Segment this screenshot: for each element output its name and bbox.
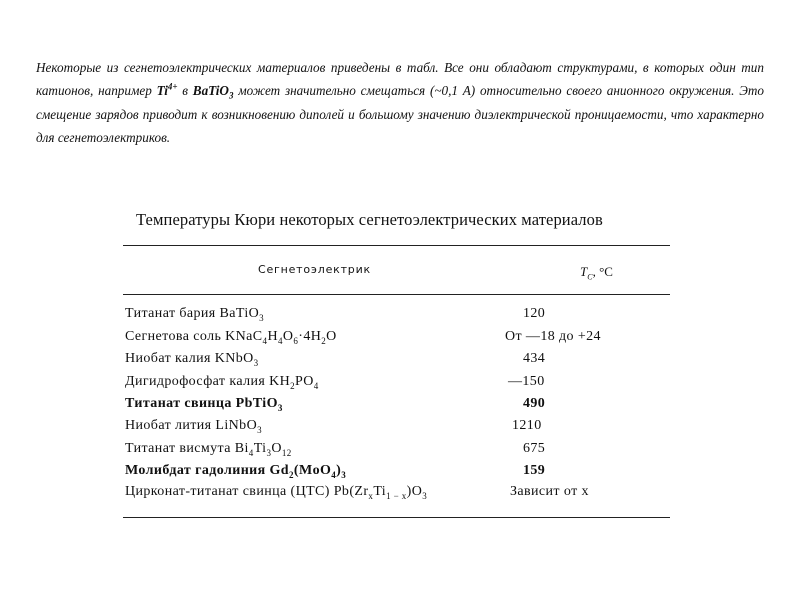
curie-temperature: 120	[523, 306, 546, 321]
intro-text-3: может значительно смещаться (~0,1 A) относительно своего анионного окружения. Это смещение зарядов приводит к возникновению диполей и большому значению диэлектрической проницаемости, что характерно для сегнетоэлектриков.	[36, 83, 764, 146]
material-name: Дигидрофосфат калия $KH_2PO_4$	[125, 374, 319, 391]
material-name: Цирконат-титанат свинца (ЦТС) $Pb(Zr_xTi_{1 - x})O_3$	[125, 484, 428, 501]
table-caption: Температуры Кюри некоторых сегнетоэлектрических материалов	[136, 210, 603, 229]
curie-temperature: 490	[523, 396, 546, 411]
material-name: Ниобат лития LiNbO$_3$	[125, 418, 262, 435]
table-row	[125, 463, 685, 485]
material-name: Титанат бария BaTiO$_3$	[125, 306, 265, 323]
material-name: Сегнетова соль $KNaC_4H_4O_6\cdot 4H_2O$	[125, 329, 337, 346]
column-header-temperature: $T_C$, °C	[580, 264, 613, 282]
table-top-rule	[123, 245, 670, 246]
curie-temperature: Зависит от x	[510, 484, 589, 499]
curie-temperature: 434	[523, 351, 546, 366]
compound-batio3: BaTiO$_3$	[192, 83, 234, 102]
ion-charge: 4+	[167, 82, 178, 93]
curie-temperature: 675	[523, 441, 546, 456]
table-row	[125, 418, 685, 440]
material-name: Молибдат гадолиния $Gd_2(MoO_4)_3$	[125, 463, 347, 480]
table-row	[125, 441, 685, 463]
table-row	[125, 396, 685, 418]
intro-text-1: Некоторые из сегнетоэлектрических материалов приведены в табл. Все они обладают структурами, в которых один тип катионов, например	[36, 60, 764, 99]
material-name: Титанат висмута $Bi_4Ti_3O_{12}$	[125, 441, 292, 458]
curie-temperature: —150	[508, 374, 545, 389]
curie-temperature: 159	[523, 463, 546, 478]
table-bottom-rule	[123, 517, 670, 518]
table-row	[125, 306, 685, 328]
curie-temperature: 1210	[512, 418, 542, 433]
column-header-material: Сегнетоэлектрик	[258, 263, 371, 276]
intro-paragraph	[36, 56, 764, 150]
ion-ti: $Ti^{4+}$	[156, 82, 178, 99]
header-bottom-rule	[123, 294, 670, 295]
intro-text-2: в	[177, 83, 193, 99]
table-row	[125, 351, 685, 373]
table-row	[125, 374, 685, 396]
table-row	[125, 329, 685, 351]
curie-temperature: От —18 до +24	[505, 329, 601, 344]
table-row	[125, 484, 685, 506]
material-name: Титанат свинца PbTiO$_3$	[125, 396, 283, 413]
material-name: Ниобат калия KNbO$_3$	[125, 351, 259, 368]
